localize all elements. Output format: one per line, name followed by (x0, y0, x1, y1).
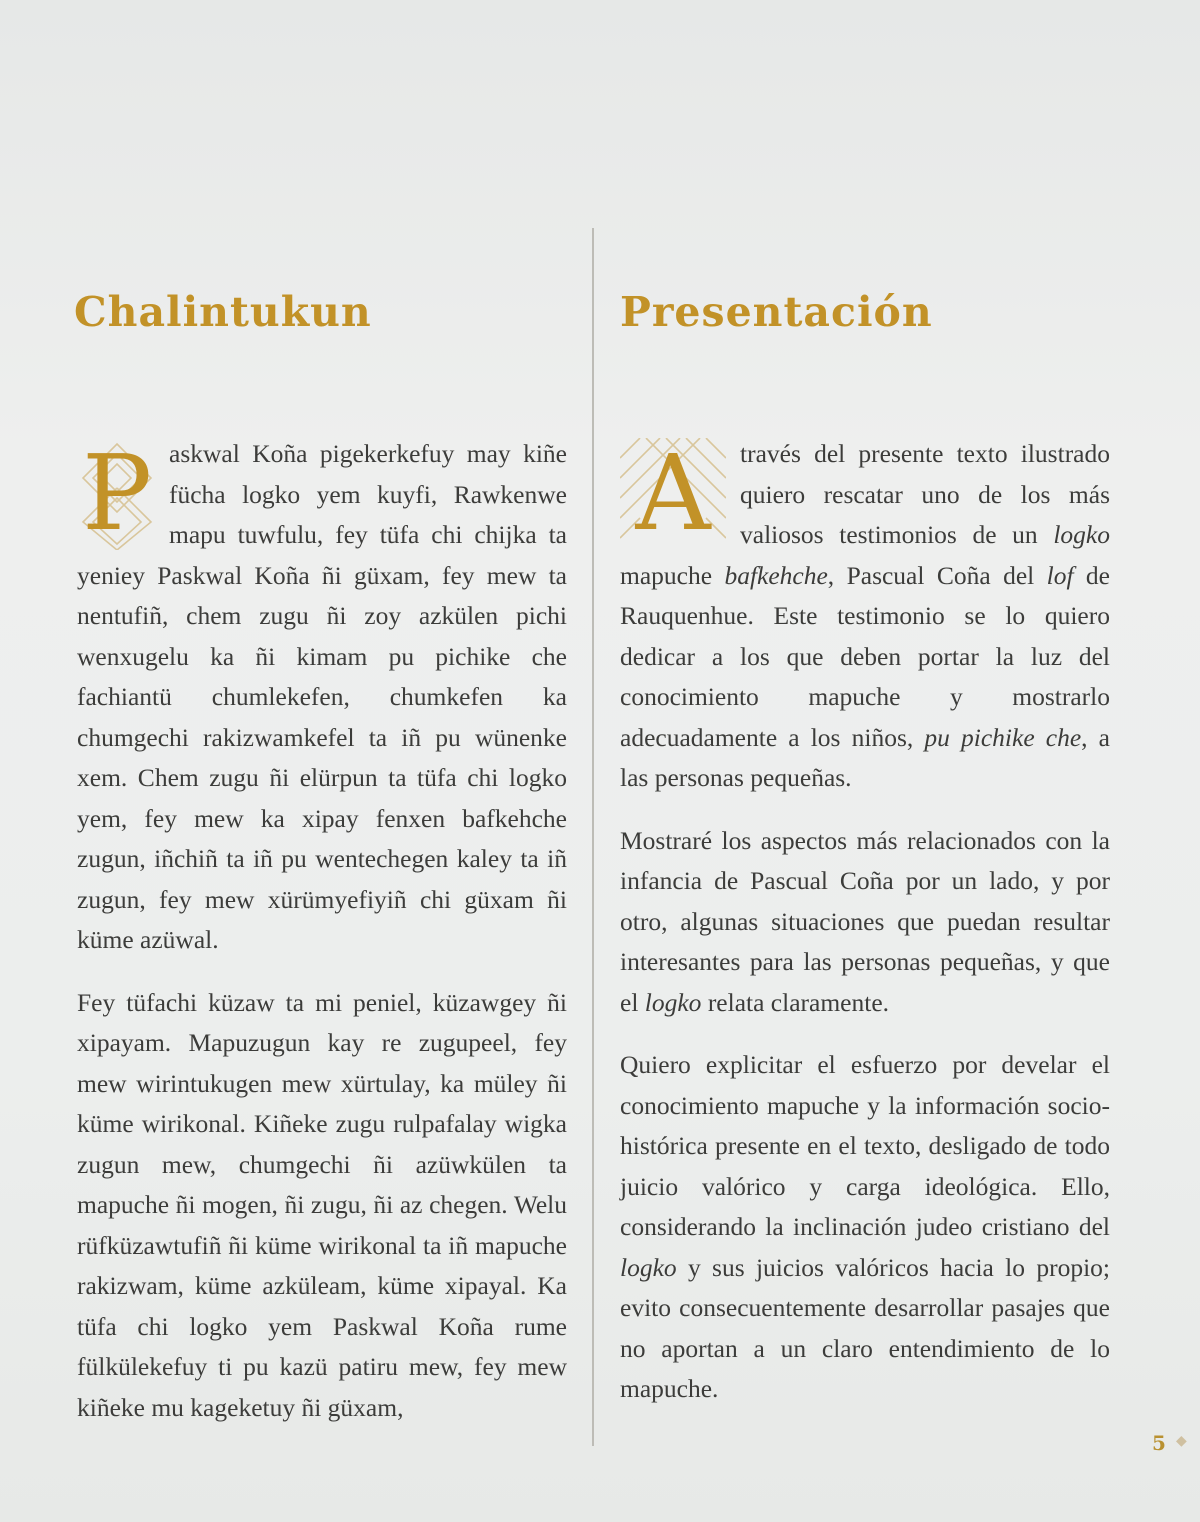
italic-term: logko (1053, 520, 1110, 549)
dropcap-a (620, 432, 726, 554)
italic-term: bafkehche (724, 560, 828, 590)
text-run: mapuche (620, 560, 725, 590)
column-divider (592, 228, 594, 1446)
heading-presentacion: Presentación (620, 288, 933, 336)
text-run: , Pascual Coña del (827, 560, 1047, 590)
spanish-paragraph-1 (620, 434, 1110, 799)
page-number: 5 (1152, 1431, 1166, 1455)
text-run: , a las personas pequeñas. (620, 722, 1110, 792)
dropcap-letter: P (82, 432, 152, 554)
italic-term: logko (644, 987, 702, 1017)
italic-term: lof (1046, 560, 1074, 590)
text-run: través del presente texto ilustrado quiero rescatar uno de los más valiosos testimonios de un (740, 439, 1110, 549)
spanish-paragraph-2 (620, 821, 1110, 1024)
text-run: Quiero explicitar el esfuerzo por develar el conocimiento mapuche y la información socio-histórica presente en el texto, desligado de todo juicio valórico y carga ideológica. Ello, considerando la inclinación judeo cristiano del (620, 1050, 1110, 1241)
mapuzugun-paragraph-1-text: askwal Koña pigekerkefuy may kiñe fücha logko yem kuyfi, Rawkenwe mapu tuwfulu, fey tüfa chi chijka ta yeniey Paskwal Koña ñi güxam, fey mew ta nentufiñ, chem zugu ñi zoy azkülen pichi wenxugelu ka ñi kimam pu pichike che fachiantü chumlekefen, chumkefen ka chumgechi rakizwamkefel ta iñ pu wünenke xem. Chem zugu ñi elürpun ta tüfa chi logko yem, fey mew ka xipay fenxen bafkehche zugun, iñchiñ ta iñ pu wentechegen kaley ta iñ zugun, fey mew xürümyefiyiñ chi güxam ñi küme azüwal. (77, 439, 567, 954)
text-run: relata claramente. (701, 987, 890, 1017)
spanish-paragraph-3 (620, 1045, 1110, 1410)
diamond-ornament-icon: ◆ (1176, 1433, 1187, 1449)
italic-term: logko (620, 1252, 677, 1282)
dropcap-letter: A (635, 432, 711, 554)
mapuzugun-column (77, 434, 567, 1450)
text-run: de Rauquenhue. Este testimonio se lo quiero dedicar a los que deben portar la luz del conocimiento mapuche y mostrarlo adecuadamente a los niños, (620, 560, 1110, 752)
mapuzugun-paragraph-2: Fey tüfachi küzaw ta mi peniel, küzawgey ñi xipayam. Mapuzugun kay re zugupeel, fey mew wirintukugen mew xürtulay, ka müley ñi küme wirikonal. Kiñeke zugu rulpafalay wigka zugun mew, chumgechi ñi azüwkülen ta mapuche ñi mogen, ñi zugu, ñi az chegen. Welu rüfküzawtufiñ ñi küme wirikonal ta iñ mapuche rakizwam, küme azküleam, küme xipayal. Ka tüfa chi logko yem Paskwal Koña rume fülkülekefuy ti pu kazü patiru mew, fey mew kiñeke mu kageketuy ñi güxam, (77, 987, 567, 1422)
mapuzugun-paragraph-1 (77, 434, 567, 961)
italic-term: pu pichike che (924, 722, 1082, 752)
spanish-column (620, 434, 1110, 1432)
text-run: Mostraré los aspectos más relacionados con la infancia de Pascual Coña por un lado, y por otro, algunas situaciones que puedan resultar interesantes para las personas pequeñas, y que el (620, 825, 1110, 1017)
heading-chalintukun: Chalintukun (74, 288, 372, 336)
text-run: y sus juicios valóricos hacia lo propio; evito consecuentemente desarrollar pasajes que no aportan a un claro entendimiento de lo mapuche. (620, 1252, 1110, 1403)
dropcap-p (77, 432, 157, 554)
